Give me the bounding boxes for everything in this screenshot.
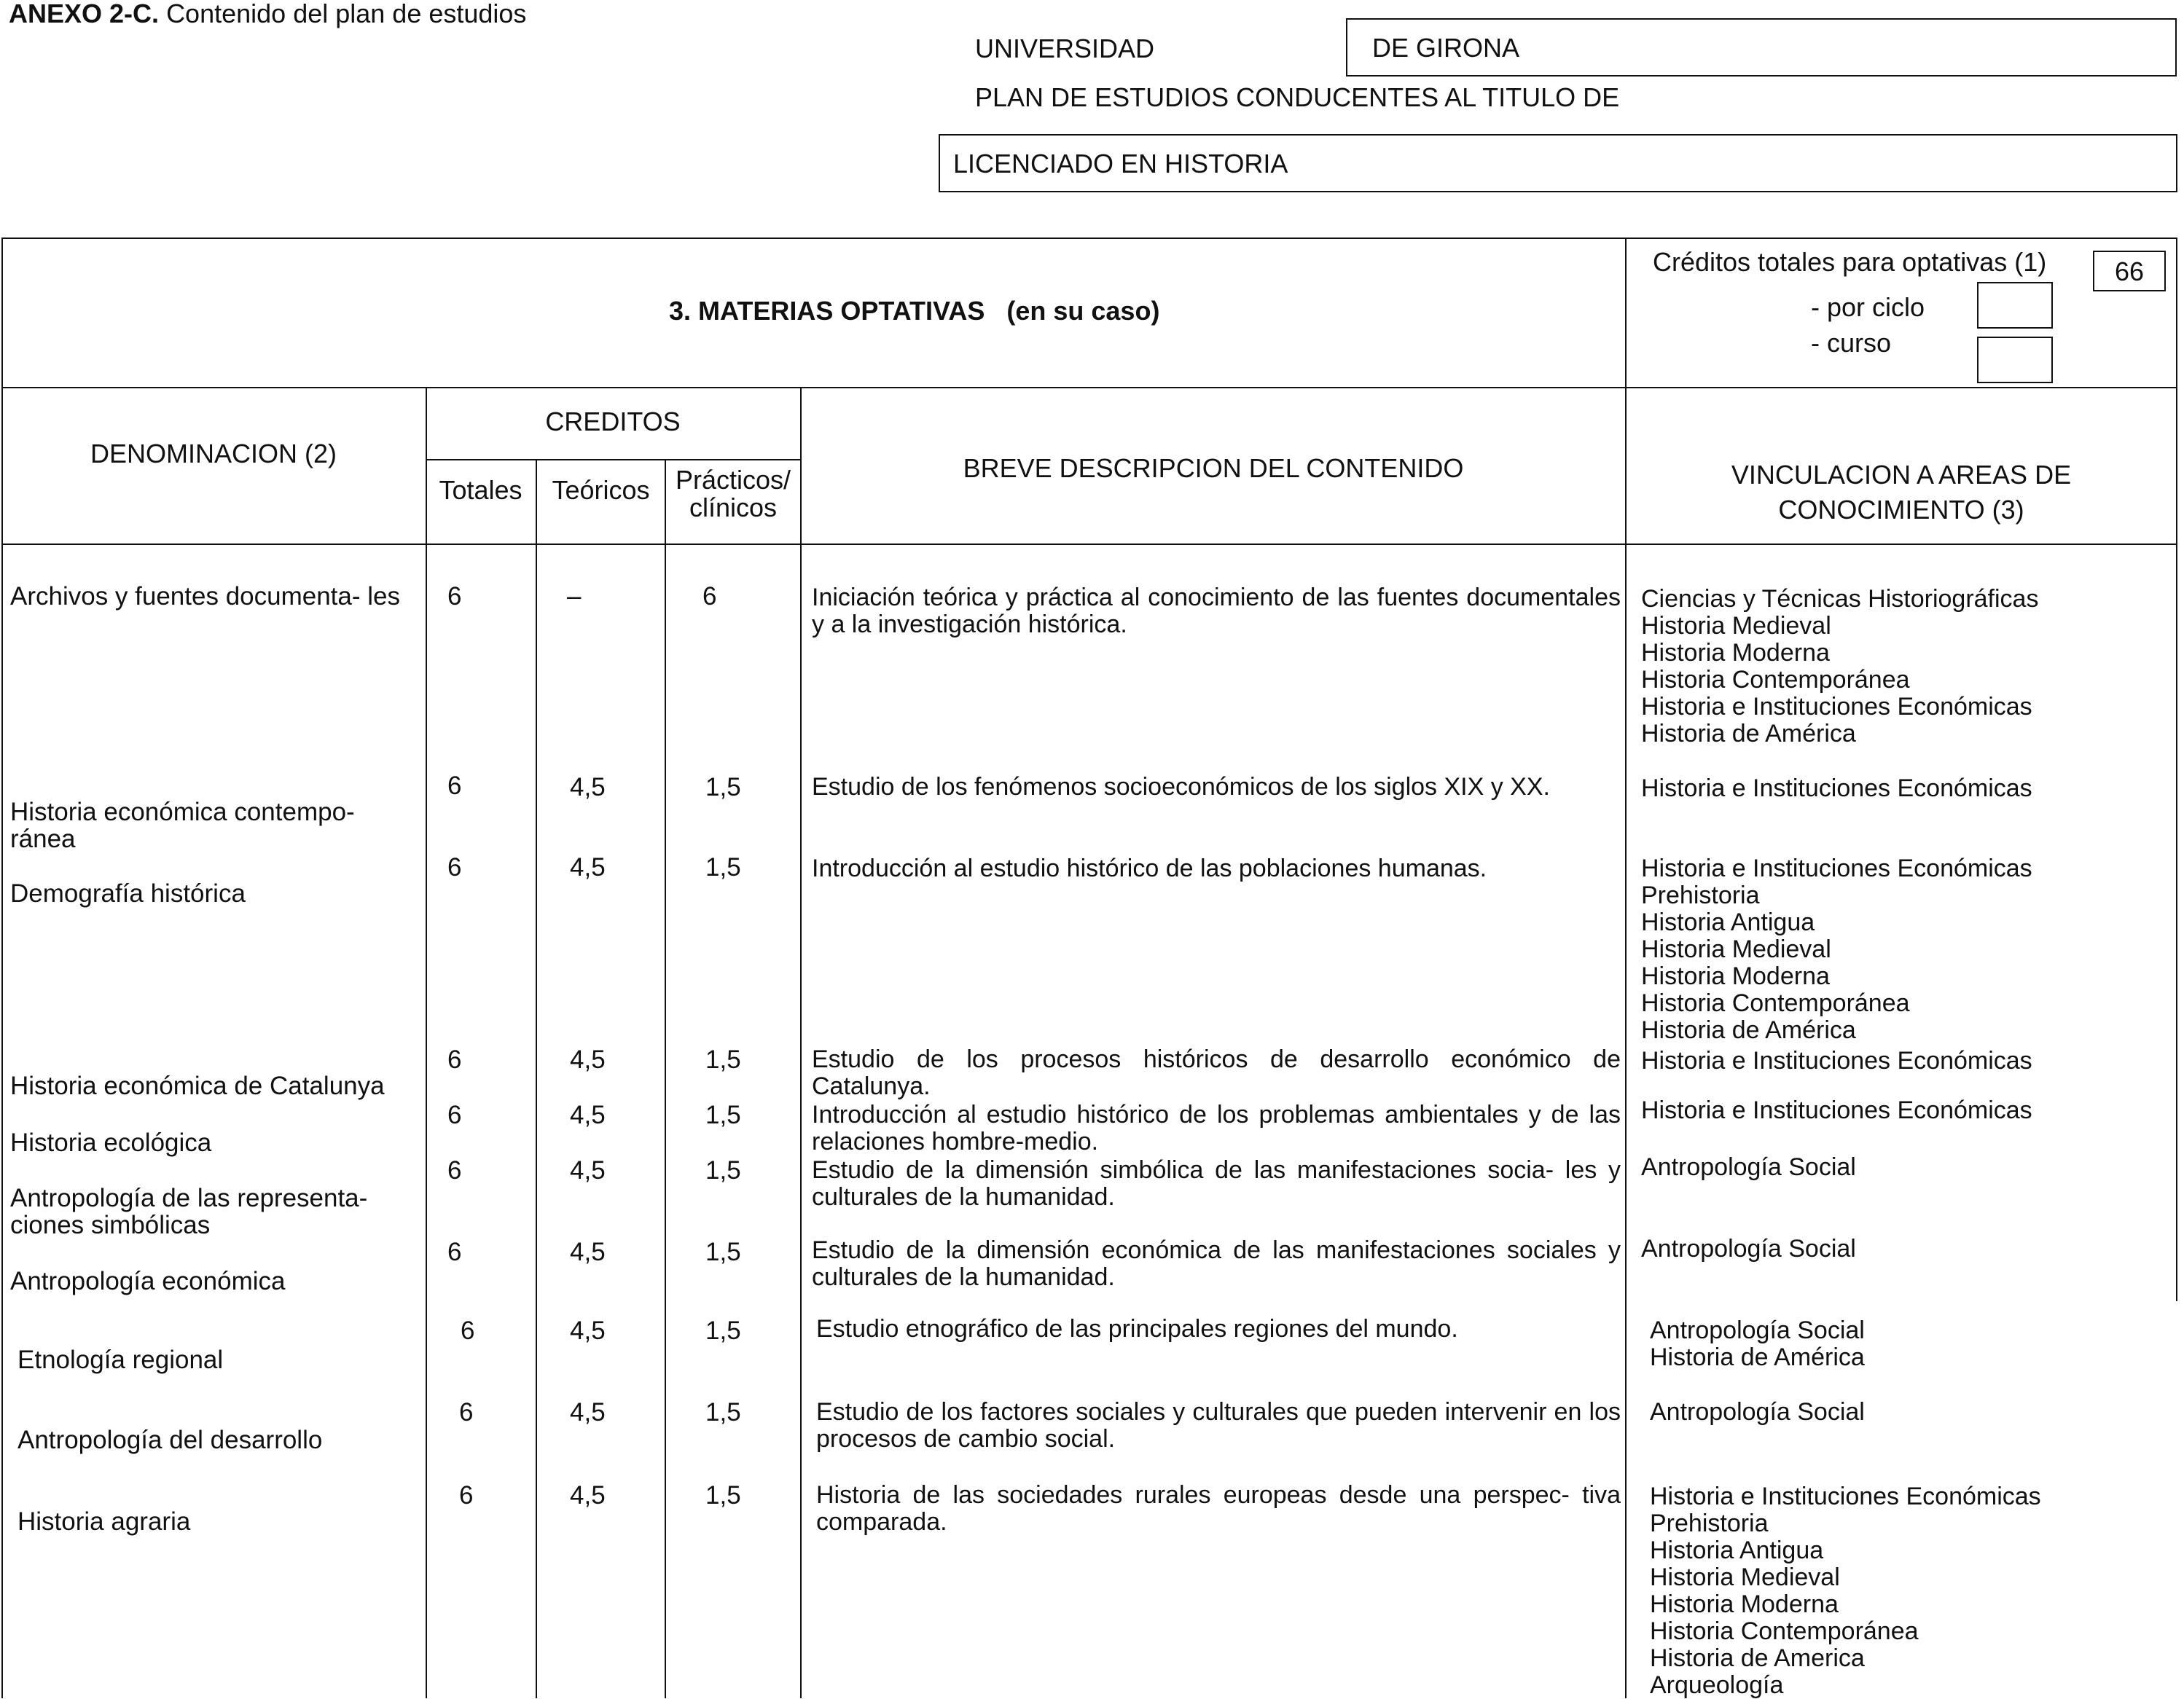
header-totales: Totales [439, 475, 522, 505]
credits-total: 6 [447, 853, 462, 882]
credits-theory: 4,5 [570, 1045, 606, 1074]
knowledge-areas: Antropología Social Historia de América [1650, 1317, 1865, 1371]
credits-theory: 4,5 [570, 1481, 606, 1510]
credits-theory: 4,5 [570, 1238, 606, 1266]
header-denominacion: DENOMINACION (2) [90, 439, 337, 468]
subject-description: Estudio de la dimensión económica de las manifestaciones sociales y culturales de la humanidad. [812, 1236, 1621, 1291]
knowledge-areas: Historia e Instituciones Económicas [1641, 1096, 2032, 1124]
header-creditos: CREDITOS [545, 407, 681, 436]
credits-practice: 1,5 [705, 1101, 741, 1129]
credits-total: 6 [447, 1101, 462, 1129]
credits-total: 6 [459, 1481, 474, 1510]
knowledge-areas: Historia e Instituciones Económicas [1641, 1047, 2032, 1075]
credits-practice: 1,5 [705, 773, 741, 801]
per-course-label: - curso [1811, 328, 1892, 358]
knowledge-areas: Historia e Instituciones Económicas Prehistoria Historia Antigua Historia Medieval Historia Moderna Historia Contemporánea Historia de América [1641, 855, 2032, 1044]
subject-description: Estudio de la dimensión simbólica de las manifestaciones socia- les y culturales de la humanidad. [812, 1156, 1621, 1211]
credits-theory: 4,5 [570, 773, 606, 801]
credits-practice: 1,5 [705, 1398, 741, 1427]
subject-description: Introducción al estudio histórico de los problemas ambientales y de las relaciones hombre-medio. [812, 1101, 1621, 1155]
credits-practice: 1,5 [705, 1045, 741, 1074]
credits-theory: 4,5 [570, 853, 606, 882]
credits-theory: 4,5 [570, 1317, 606, 1345]
university-box [1346, 18, 2177, 76]
credits-practice: 1,5 [705, 1481, 741, 1510]
subject-name: Antropología de las representa- ciones simbólicas [10, 1184, 368, 1239]
credits-practice: 1,5 [705, 1238, 741, 1266]
credits-total: 6 [447, 582, 462, 611]
subject-name: Historia económica de Catalunya [10, 1072, 385, 1100]
subject-name: Historia económica contempo- ránea [10, 798, 355, 853]
header-practicos: Prácticos/ clínicos [675, 465, 791, 522]
subject-name: Archivos y fuentes documenta- les [10, 582, 400, 611]
subject-name: Historia ecológica [10, 1129, 212, 1157]
subject-description: Introducción al estudio histórico de las poblaciones humanas. [812, 855, 1487, 882]
credits-total-value: 66 [2114, 256, 2145, 286]
header-descripcion: BREVE DESCRIPCION DEL CONTENIDO [963, 453, 1464, 483]
per-course-box [1977, 337, 2053, 383]
subject-description: Estudio de los factores sociales y culturales que pueden intervenir en los procesos de cambio social. [816, 1398, 1621, 1453]
knowledge-areas: Antropología Social [1650, 1398, 1865, 1426]
credits-theory: 4,5 [570, 1156, 606, 1185]
subject-description: Estudio de los procesos históricos de desarrollo económico de Catalunya. [812, 1045, 1621, 1100]
credits-practice: 1,5 [705, 1156, 741, 1185]
annex-title: ANEXO 2-C. Contenido del plan de estudios [9, 0, 527, 28]
knowledge-areas: Historia e Instituciones Económicas Prehistoria Historia Antigua Historia Medieval Historia Moderna Historia Contemporánea Historia de America Arqueología [1650, 1483, 2041, 1699]
university-value: DE GIRONA [1372, 33, 1520, 63]
subject-description: Iniciación teórica y práctica al conocimiento de las fuentes documentales y a la investigación histórica. [812, 584, 1621, 638]
subject-description: Estudio etnográfico de las principales regiones del mundo. [816, 1315, 1458, 1343]
section-title: 3. MATERIAS OPTATIVAS (en su caso) [669, 296, 1160, 326]
header-vinculacion: VINCULACION A AREAS DE CONOCIMIENTO (3) [1731, 460, 2072, 525]
credits-total: 6 [447, 772, 462, 800]
credits-theory: 4,5 [570, 1101, 606, 1129]
subject-description: Estudio de los fenómenos socioeconómicos de los siglos XIX y XX. [812, 773, 1550, 801]
subject-name: Demografía histórica [10, 879, 246, 908]
knowledge-areas: Historia e Instituciones Económicas [1641, 774, 2032, 802]
degree-box [939, 134, 2177, 192]
header-teoricos: Teóricos [552, 475, 650, 505]
credits-total: 6 [447, 1156, 462, 1185]
plan-label: PLAN DE ESTUDIOS CONDUCENTES AL TITULO DE [975, 82, 1620, 112]
credits-practice: 1,5 [705, 853, 741, 882]
credits-total-label: Créditos totales para optativas (1) [1653, 247, 2047, 277]
credits-total: 6 [461, 1317, 475, 1345]
credits-total: 6 [459, 1398, 474, 1427]
subject-name: Historia agraria [17, 1507, 191, 1536]
credits-theory: 4,5 [570, 1398, 606, 1427]
credits-total: 6 [447, 1238, 462, 1266]
university-label: UNIVERSIDAD [975, 34, 1155, 63]
subject-name: Antropología económica [10, 1267, 286, 1295]
credits-total: 6 [447, 1045, 462, 1074]
knowledge-areas: Antropología Social [1641, 1235, 1856, 1263]
knowledge-areas: Antropología Social [1641, 1153, 1856, 1181]
subject-description: Historia de las sociedades rurales europeas desde una perspec- tiva comparada. [816, 1481, 1621, 1536]
credits-theory: – [567, 582, 582, 611]
knowledge-areas: Ciencias y Técnicas Historiográficas Historia Medieval Historia Moderna Historia Contemporánea Historia e Instituciones Económicas Historia de América [1641, 585, 2039, 748]
per-cycle-box [1977, 282, 2053, 329]
credits-total-box [2093, 251, 2166, 291]
subject-name: Etnología regional [17, 1346, 224, 1374]
degree-value: LICENCIADO EN HISTORIA [953, 149, 1288, 178]
credits-practice: 1,5 [705, 1317, 741, 1345]
credits-practice: 6 [702, 582, 717, 611]
per-cycle-label: - por ciclo [1811, 292, 1925, 322]
subject-name: Antropología del desarrollo [17, 1426, 323, 1454]
